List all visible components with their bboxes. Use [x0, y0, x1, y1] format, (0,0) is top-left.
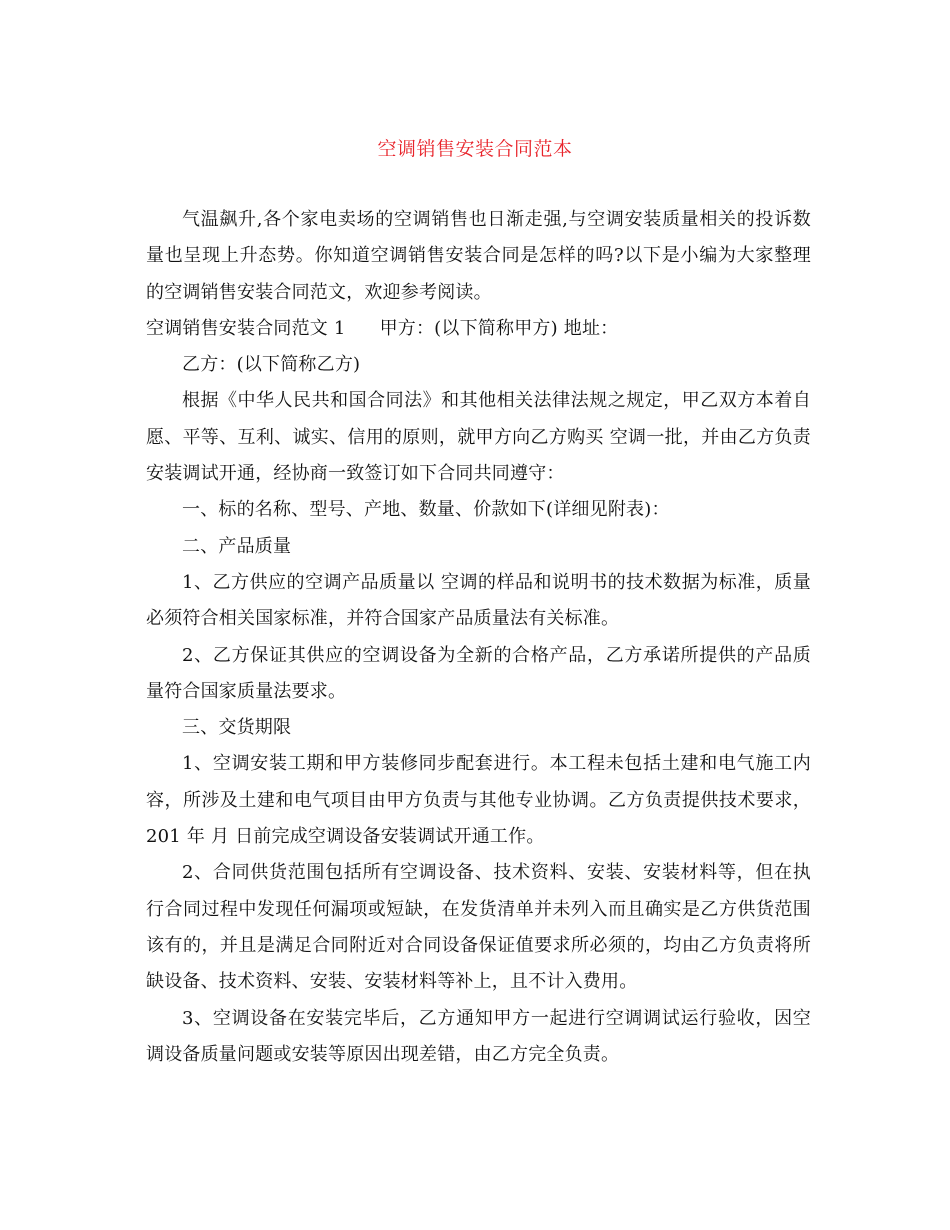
clause-3-3: 3、空调设备在安装完毕后，乙方通知甲方一起进行空调调试运行验收，因空调设备质量问题或安装等原因出现差错，由乙方完全负责。: [146, 1007, 811, 1065]
section-heading-1: 一、标的名称、型号、产地、数量、价款如下(详细见附表)：: [182, 499, 670, 521]
party-b-line: 乙方：(以下简称乙方): [182, 354, 361, 376]
clause-2-1: 1、乙方供应的空调产品质量以 空调的样品和说明书的技术数据为标准，质量必须符合相关国家标准，并符合国家产品质量法有关标准。: [146, 571, 811, 630]
sample-heading-line: [146, 311, 811, 347]
document-title: 空调销售安装合同范本: [377, 138, 573, 160]
section-heading-3: 三、交货期限: [182, 717, 292, 739]
document-body: [146, 202, 811, 1073]
clause-2-2: 2、乙方保证其供应的空调设备为全新的合格产品，乙方承诺所提供的产品质量符合国家质量法要求。: [146, 644, 811, 702]
intro-paragraph: 气温飙升,各个家电卖场的空调销售也日渐走强,与空调安装质量相关的投诉数量也呈现上升态势。你知道空调销售安装合同是怎样的吗?以下是小编为大家整理的空调销售安装合同范文，欢迎参考阅读。: [146, 209, 811, 303]
section-heading-2: 二、产品质量: [182, 535, 292, 557]
sample-heading: 空调销售安装合同范文 1: [146, 317, 346, 339]
party-a-line: 甲方：(以下简称甲方) 地址：: [379, 317, 619, 339]
clause-3-1: 1、空调安装工期和甲方装修同步配套进行。本工程未包括土建和电气施工内容，所涉及土建和电气项目由甲方负责与其他专业协调。乙方负责提供技术要求，201 年 月 日前完成空调设备安装调试开通工作。: [146, 753, 811, 848]
clause-3-2: 2、合同供货范围包括所有空调设备、技术资料、安装、安装材料等，但在执行合同过程中发现任何漏项或短缺，在发货清单并未列入而且确实是乙方供货范围该有的，并且是满足合同附近对合同设备保证值要求所必须的，均由乙方负责将所缺设备、技术资料、安装、安装材料等补上，且不计入费用。: [146, 862, 811, 993]
preamble-paragraph: 根据《中华人民共和国合同法》和其他相关法律法规之规定，甲乙双方本着自愿、平等、互利、诚实、信用的原则，就甲方向乙方购买 空调一批，并由乙方负责安装调试开通，经协商一致签订如下合同共同遵守：: [146, 390, 811, 485]
